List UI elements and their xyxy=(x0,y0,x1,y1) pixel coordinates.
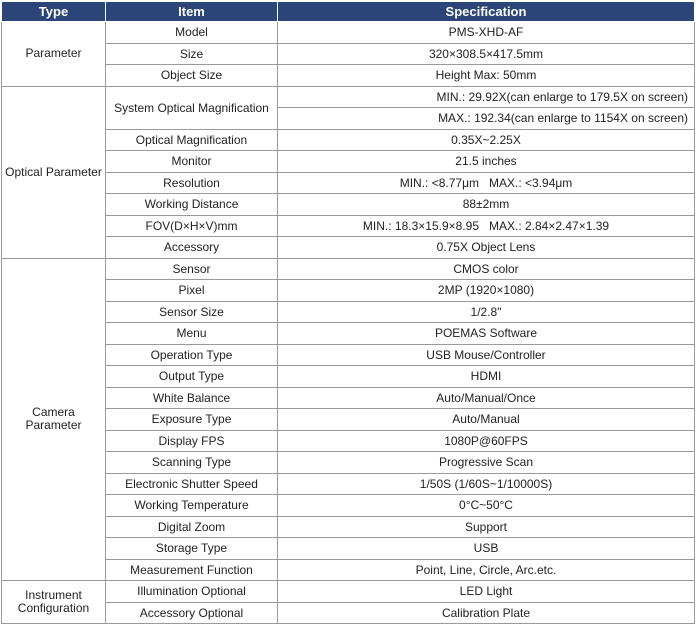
table-row xyxy=(2,581,695,603)
table-row xyxy=(2,301,695,323)
table-row xyxy=(2,172,695,194)
item-cell: Optical Magnification xyxy=(106,129,278,151)
spec-cell: Auto/Manual/Once xyxy=(278,387,695,409)
spec-cell: USB xyxy=(278,538,695,560)
item-cell: Display FPS xyxy=(106,430,278,452)
spec-cell: Height Max: 50mm xyxy=(278,65,695,87)
spec-cell: Progressive Scan xyxy=(278,452,695,474)
item-cell: Accessory Optional xyxy=(106,602,278,624)
item-cell: Monitor xyxy=(106,151,278,173)
header-specification: Specification xyxy=(278,2,695,22)
spec-cell: Support xyxy=(278,516,695,538)
spec-cell: Point, Line, Circle, Arc.etc. xyxy=(278,559,695,581)
spec-cell: HDMI xyxy=(278,366,695,388)
table-row xyxy=(2,452,695,474)
table-row xyxy=(2,129,695,151)
spec-cell: PMS-XHD-AF xyxy=(278,22,695,44)
specification-table xyxy=(1,1,695,624)
spec-cell: Calibration Plate xyxy=(278,602,695,624)
spec-cell: Auto/Manual xyxy=(278,409,695,431)
table-row xyxy=(2,22,695,44)
spec-cell: 2MP (1920×1080) xyxy=(278,280,695,302)
item-cell: Sensor Size xyxy=(106,301,278,323)
item-cell: Measurement Function xyxy=(106,559,278,581)
spec-cell: 0.75X Object Lens xyxy=(278,237,695,259)
table-row xyxy=(2,559,695,581)
spec-cell: 320×308.5×417.5mm xyxy=(278,43,695,65)
item-cell: Sensor xyxy=(106,258,278,280)
item-cell: Digital Zoom xyxy=(106,516,278,538)
item-cell: Working Temperature xyxy=(106,495,278,517)
item-cell: Object Size xyxy=(106,65,278,87)
spec-cell: 1080P@60FPS xyxy=(278,430,695,452)
header-item: Item xyxy=(106,2,278,22)
item-cell: Size xyxy=(106,43,278,65)
table-row xyxy=(2,538,695,560)
item-cell: Storage Type xyxy=(106,538,278,560)
item-cell: Electronic Shutter Speed xyxy=(106,473,278,495)
spec-cell: CMOS color xyxy=(278,258,695,280)
item-cell: Scanning Type xyxy=(106,452,278,474)
table-row xyxy=(2,215,695,237)
table-row xyxy=(2,430,695,452)
spec-cell: MAX.: 192.34(can enlarge to 1154X on screen) xyxy=(278,108,695,130)
item-cell: Illumination Optional xyxy=(106,581,278,603)
table-row xyxy=(2,258,695,280)
item-cell: Resolution xyxy=(106,172,278,194)
spec-cell: 1/2.8" xyxy=(278,301,695,323)
item-cell: Output Type xyxy=(106,366,278,388)
item-cell: Accessory xyxy=(106,237,278,259)
item-cell: System Optical Magnification xyxy=(106,86,278,129)
spec-cell: POEMAS Software xyxy=(278,323,695,345)
spec-cell: MIN.: 18.3×15.9×8.95 MAX.: 2.84×2.47×1.39 xyxy=(278,215,695,237)
table-row xyxy=(2,387,695,409)
table-row xyxy=(2,409,695,431)
spec-cell: MIN.: <8.77μm MAX.: <3.94μm xyxy=(278,172,695,194)
item-cell: FOV(D×H×V)mm xyxy=(106,215,278,237)
spec-cell: LED Light xyxy=(278,581,695,603)
table-row xyxy=(2,280,695,302)
group-type-cell: Parameter xyxy=(2,22,106,87)
item-cell: Pixel xyxy=(106,280,278,302)
spec-cell: 21.5 inches xyxy=(278,151,695,173)
table-row xyxy=(2,86,695,108)
table-row xyxy=(2,65,695,87)
group-type-cell: Instrument Configuration xyxy=(2,581,106,624)
spec-cell: 0°C~50°C xyxy=(278,495,695,517)
item-cell: White Balance xyxy=(106,387,278,409)
table-row xyxy=(2,43,695,65)
table-row xyxy=(2,516,695,538)
table-row xyxy=(2,473,695,495)
item-cell: Menu xyxy=(106,323,278,345)
spec-cell: 0.35X~2.25X xyxy=(278,129,695,151)
item-cell: Model xyxy=(106,22,278,44)
table-row xyxy=(2,602,695,624)
table-row xyxy=(2,495,695,517)
table-row xyxy=(2,237,695,259)
spec-cell: 1/50S (1/60S~1/10000S) xyxy=(278,473,695,495)
spec-cell: MIN.: 29.92X(can enlarge to 179.5X on screen) xyxy=(278,86,695,108)
item-cell: Working Distance xyxy=(106,194,278,216)
header-type: Type xyxy=(2,2,106,22)
table-row xyxy=(2,366,695,388)
table-row xyxy=(2,194,695,216)
group-type-cell: Camera Parameter xyxy=(2,258,106,581)
table-row xyxy=(2,151,695,173)
header-row xyxy=(2,2,695,22)
spec-cell: 88±2mm xyxy=(278,194,695,216)
table-row xyxy=(2,323,695,345)
spec-cell: USB Mouse/Controller xyxy=(278,344,695,366)
table-row xyxy=(2,344,695,366)
group-type-cell: Optical Parameter xyxy=(2,86,106,258)
item-cell: Operation Type xyxy=(106,344,278,366)
item-cell: Exposure Type xyxy=(106,409,278,431)
